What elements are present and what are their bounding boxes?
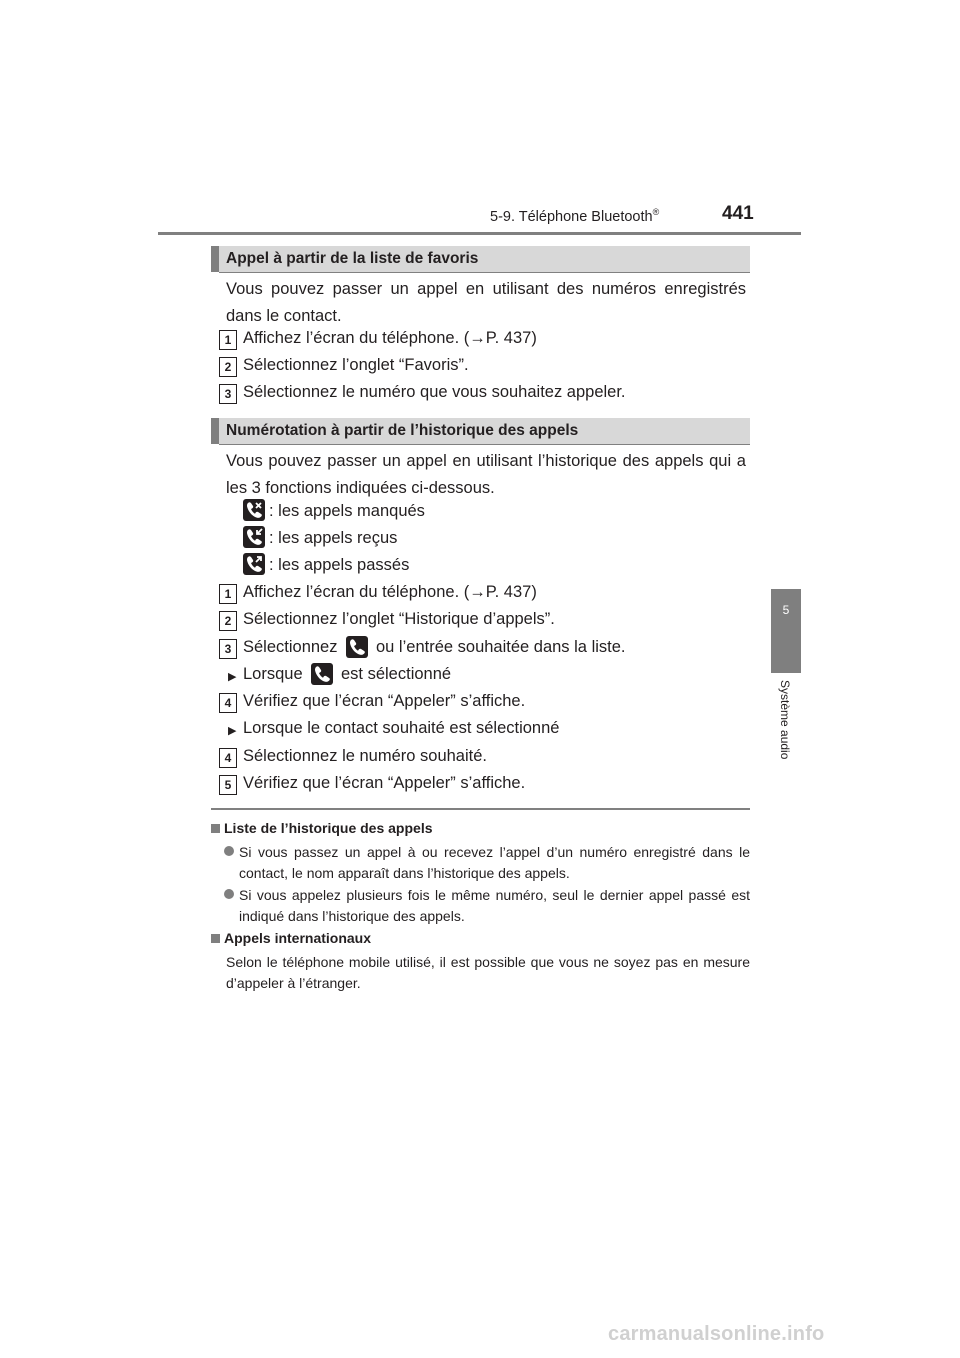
step-number: 2 (219, 611, 237, 631)
step-text: Sélectionnez l’onglet “Historique d’appels”. (243, 610, 555, 628)
note-text: Si vous appelez plusieurs fois le même numéro, seul le dernier appel passé est indiqué dans l’historique des appels. (239, 887, 750, 924)
step-number: 2 (219, 357, 237, 377)
section-divider (211, 808, 750, 810)
icon-caption: : les appels manqués (269, 502, 425, 520)
step-text: Affichez l’écran du téléphone. (→P. 437) (243, 583, 537, 601)
page-number: 441 (722, 203, 754, 224)
step-text: Vérifiez que l’écran “Appeler” s’affiche. (243, 774, 526, 792)
step-text: Sélectionnez le numéro souhaité. (243, 747, 487, 765)
chapter-tab[interactable]: 5 (771, 589, 801, 673)
section-heading-favorites: Appel à partir de la liste de favoris (211, 246, 750, 272)
history-intro: Vous pouvez passer un appel en utilisant l’historique des appels qui a les 3 fonctions indiquées ci-dessous. (226, 452, 746, 497)
case-arrow-icon: ▶ (228, 671, 237, 683)
case-text: est sélectionné (341, 665, 452, 683)
case-text: Lorsque (243, 665, 303, 683)
icon-caption: : les appels reçus (269, 529, 398, 547)
outgoing-call-icon (243, 553, 265, 575)
phone-icon (311, 663, 333, 685)
step-number: 1 (219, 330, 237, 350)
section-heading-history: Numérotation à partir de l’historique des appels (211, 418, 750, 444)
step-text: Sélectionnez le numéro que vous souhaitez appeler. (243, 383, 626, 401)
step-number: 1 (219, 584, 237, 604)
note-text: Si vous passez un appel à ou recevez l’appel d’un numéro enregistré dans le contact, le nom apparaît dans l’historique des appels. (239, 844, 750, 881)
section-title: 5-9. Téléphone Bluetooth® (490, 207, 660, 225)
note-text: Selon le téléphone mobile utilisé, il est possible que vous ne soyez pas en mesure d’appeler à l’étranger. (226, 954, 750, 991)
phone-icon (346, 636, 368, 658)
step-text: Sélectionnez l’onglet “Favoris”. (243, 356, 469, 374)
bullet-icon (224, 846, 234, 856)
step-text: Affichez l’écran du téléphone. (→P. 437) (243, 329, 537, 347)
case-arrow-icon: ▶ (228, 725, 237, 737)
note-title: Appels internationaux (211, 930, 371, 946)
icon-caption: : les appels passés (269, 556, 410, 574)
step-number: 5 (219, 775, 237, 795)
missed-call-icon (243, 499, 265, 521)
step-text: Sélectionnez (243, 638, 338, 656)
step-number: 4 (219, 693, 237, 713)
watermark: carmanualsonline.info (608, 1323, 825, 1345)
step-number: 4 (219, 748, 237, 768)
case-text: Lorsque le contact souhaité est sélectionné (243, 719, 560, 737)
note-title: Liste de l’historique des appels (211, 820, 433, 836)
header-rule (158, 232, 801, 235)
favorites-intro: Vous pouvez passer un appel en utilisant des numéros enregistrés dans le contact. (226, 280, 746, 325)
step-text: Vérifiez que l’écran “Appeler” s’affiche. (243, 692, 526, 710)
chapter-label: Système audio (778, 680, 792, 760)
bullet-icon (224, 889, 234, 899)
step-number: 3 (219, 384, 237, 404)
step-number: 3 (219, 639, 237, 659)
step-text: ou l’entrée souhaitée dans la liste. (376, 638, 626, 656)
incoming-call-icon (243, 526, 265, 548)
